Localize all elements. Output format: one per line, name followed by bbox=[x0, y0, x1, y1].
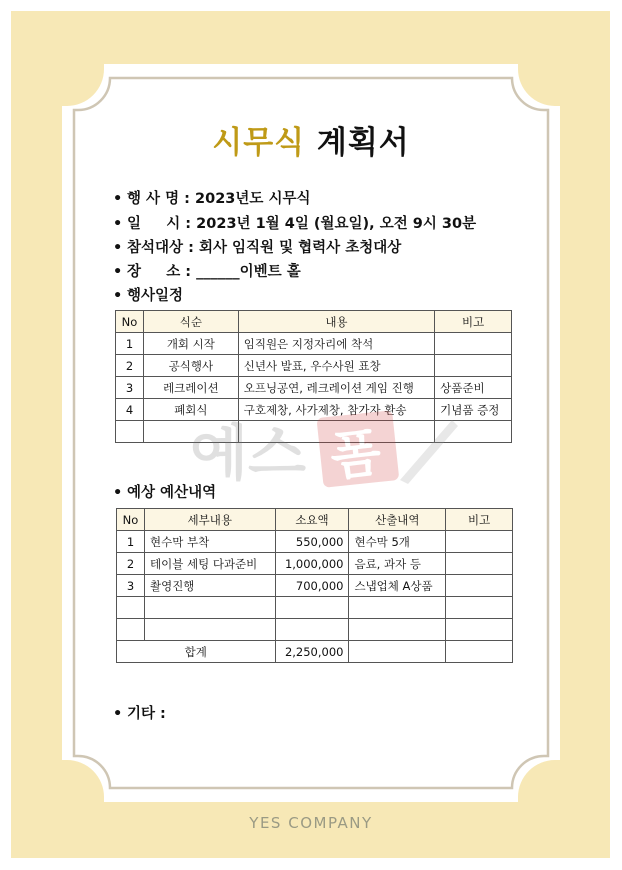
info-value: 2023년도 시무식 bbox=[195, 191, 311, 207]
table-row bbox=[116, 377, 512, 399]
table-cell bbox=[446, 553, 513, 575]
table-row bbox=[117, 531, 513, 553]
svg-text:폼: 폼 bbox=[327, 422, 384, 488]
column-header: 식순 bbox=[143, 311, 238, 333]
bullet-icon: • bbox=[113, 191, 123, 207]
watermark-logo bbox=[190, 410, 460, 490]
column-header: 소요액 bbox=[275, 509, 349, 531]
info-label: 참석대상 : bbox=[127, 240, 194, 256]
table-cell bbox=[117, 597, 145, 619]
table-row bbox=[117, 597, 513, 619]
info-event-name bbox=[113, 187, 310, 208]
table-cell bbox=[144, 597, 275, 619]
table-cell: 1 bbox=[116, 333, 144, 355]
table-cell bbox=[435, 355, 512, 377]
info-label: 장 소 : bbox=[127, 264, 192, 280]
column-header: No bbox=[117, 509, 145, 531]
info-datetime bbox=[113, 212, 476, 233]
table-cell: 레크레이션 bbox=[143, 377, 238, 399]
table-cell: 기념품 증정 bbox=[435, 399, 512, 421]
table-row bbox=[117, 575, 513, 597]
info-label: 일 시 : bbox=[127, 216, 192, 232]
info-location bbox=[113, 260, 301, 281]
table-cell: 개회 시작 bbox=[143, 333, 238, 355]
table-cell: 550,000 bbox=[275, 531, 349, 553]
table-cell: 700,000 bbox=[275, 575, 349, 597]
table-cell: 구호제창, 사가제창, 참가자 환송 bbox=[238, 399, 434, 421]
page-title bbox=[0, 117, 622, 162]
table-cell: 촬영진행 bbox=[144, 575, 275, 597]
table-cell: 상품준비 bbox=[435, 377, 512, 399]
bullet-icon: • bbox=[113, 264, 123, 280]
table-cell: 현수막 5개 bbox=[349, 531, 446, 553]
table-cell: 신년사 발표, 우수사원 표창 bbox=[238, 355, 434, 377]
table-total-row bbox=[117, 641, 513, 663]
table-cell: 스냅업체 A상품 bbox=[349, 575, 446, 597]
total-label: 합계 bbox=[117, 641, 276, 663]
table-cell: 임직원은 지정자리에 착석 bbox=[238, 333, 434, 355]
table-cell bbox=[446, 619, 513, 641]
column-header: No bbox=[116, 311, 144, 333]
info-value: 회사 임직원 및 협력사 초청대상 bbox=[198, 240, 402, 256]
budget-table bbox=[116, 508, 513, 663]
info-value: ______이벤트 홀 bbox=[196, 264, 301, 280]
table-cell: 1 bbox=[117, 531, 145, 553]
etc-label: • 기타 : bbox=[113, 706, 166, 722]
bullet-icon: • bbox=[113, 240, 123, 256]
column-header: 산출내역 bbox=[349, 509, 446, 531]
column-header: 비고 bbox=[435, 311, 512, 333]
bullet-icon: • bbox=[113, 706, 123, 722]
table-cell: 폐회식 bbox=[143, 399, 238, 421]
table-header-row bbox=[116, 311, 512, 333]
bullet-icon: • bbox=[113, 288, 123, 304]
table-cell: 테이블 세팅 다과준비 bbox=[144, 553, 275, 575]
column-header: 내용 bbox=[238, 311, 434, 333]
table-header-row bbox=[117, 509, 513, 531]
table-cell: 오프닝공연, 레크레이션 게임 진행 bbox=[238, 377, 434, 399]
svg-text:예스: 예스 bbox=[190, 419, 306, 489]
table-cell: 3 bbox=[117, 575, 145, 597]
table-cell bbox=[349, 641, 446, 663]
table-cell: 1,000,000 bbox=[275, 553, 349, 575]
budget-heading: • 예상 예산내역 bbox=[113, 485, 217, 501]
table-cell bbox=[117, 619, 145, 641]
table-cell bbox=[446, 575, 513, 597]
schedule-heading: • 행사일정 bbox=[113, 288, 184, 304]
table-cell: 3 bbox=[116, 377, 144, 399]
bullet-icon: • bbox=[113, 485, 123, 501]
table-cell bbox=[349, 597, 446, 619]
table-cell: 음료, 과자 등 bbox=[349, 553, 446, 575]
table-cell bbox=[435, 333, 512, 355]
table-cell bbox=[446, 641, 513, 663]
table-cell: 공식행사 bbox=[143, 355, 238, 377]
table-row bbox=[116, 355, 512, 377]
table-cell: 2 bbox=[116, 355, 144, 377]
title-accent: 시무식 bbox=[212, 125, 306, 161]
table-cell: 현수막 부착 bbox=[144, 531, 275, 553]
info-label: 행 사 명 : bbox=[127, 191, 190, 207]
table-row bbox=[117, 619, 513, 641]
info-attendees bbox=[113, 236, 401, 257]
table-cell: 4 bbox=[116, 399, 144, 421]
table-row bbox=[116, 333, 512, 355]
footer-company: YES COMPANY bbox=[249, 814, 373, 832]
info-value: 2023년 1월 4일 (월요일), 오전 9시 30분 bbox=[196, 216, 477, 232]
table-cell bbox=[116, 421, 144, 443]
table-cell bbox=[349, 619, 446, 641]
table-cell: 2 bbox=[117, 553, 145, 575]
total-value: 2,250,000 bbox=[275, 641, 349, 663]
table-cell bbox=[144, 619, 275, 641]
column-header: 세부내용 bbox=[144, 509, 275, 531]
table-cell bbox=[446, 597, 513, 619]
table-cell bbox=[275, 597, 349, 619]
table-cell bbox=[275, 619, 349, 641]
column-header: 비고 bbox=[446, 509, 513, 531]
bullet-icon: • bbox=[113, 216, 123, 232]
title-rest: 계획서 bbox=[316, 125, 410, 161]
table-cell bbox=[446, 531, 513, 553]
table-row bbox=[117, 553, 513, 575]
